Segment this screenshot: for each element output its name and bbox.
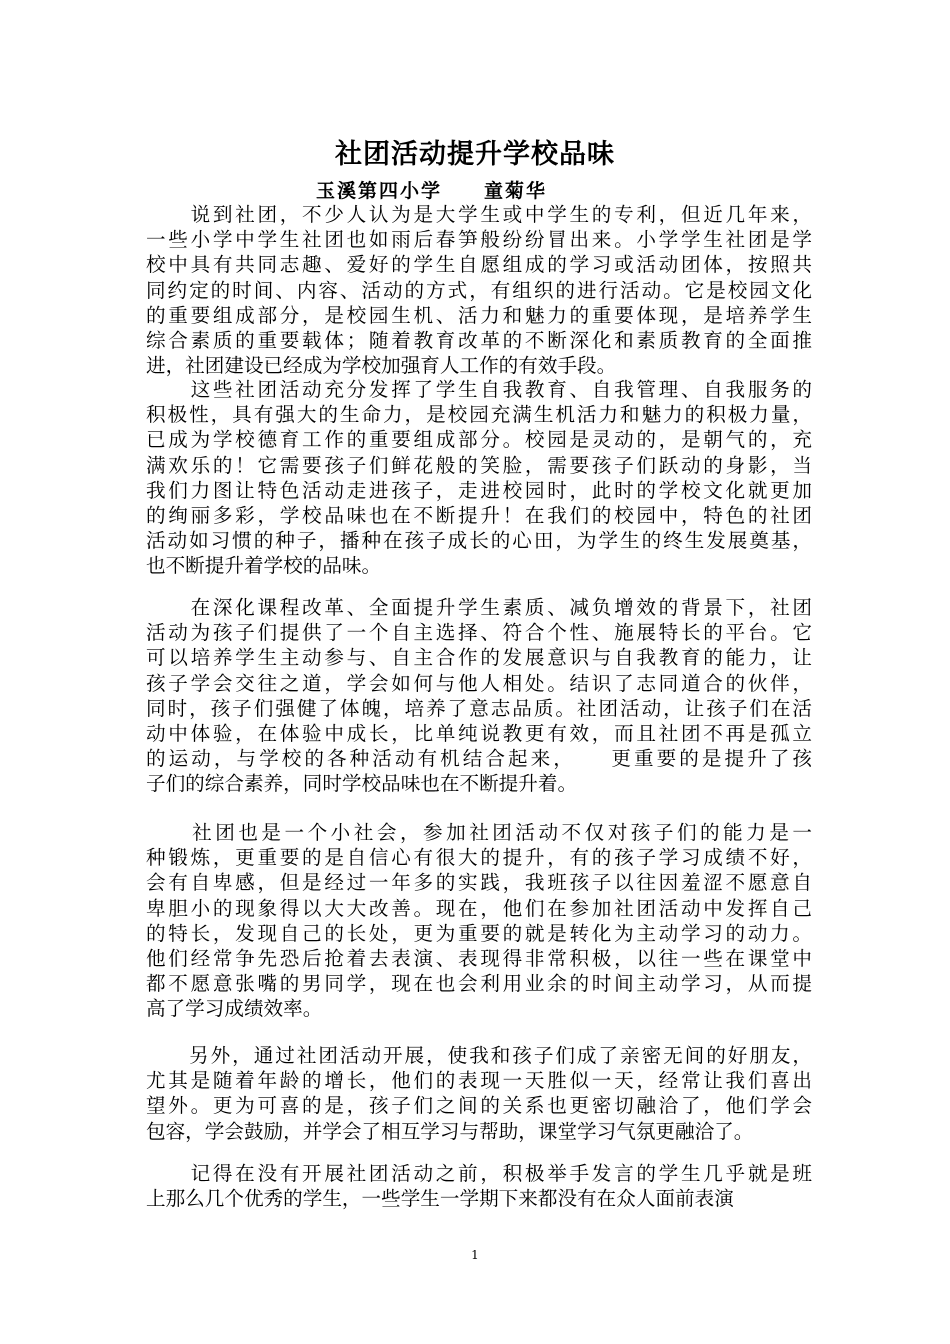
paragraph-line: 社团也是一个小社会，参加社团活动不仅对孩子们的能力是一: [146, 821, 812, 844]
paragraph-line: 孩子学会交往之道，学会如何与他人相处。结识了志同道合的伙伴，: [146, 671, 812, 695]
paragraph-line: 的重要组成部分，是校园生机、活力和魅力的重要体现，是培养学生: [146, 303, 812, 327]
paragraph-line: 高了学习成绩效率。: [146, 997, 323, 1021]
page-number: 1: [471, 1248, 479, 1262]
paragraph-line: 上那么几个优秀的学生，一些学生一学期下来都没有在众人面前表演: [146, 1187, 734, 1211]
paragraph-line: 进，社团建设已经成为学校加强育人工作的有效手段。: [146, 354, 617, 378]
paragraph-line: 同约定的时间、内容、活动的方式，有组织的进行活动。它是校园文化: [146, 278, 812, 302]
paragraph-line: 动中体验，在体验中成长，比单纯说教更有效，而且社团不再是孤立: [146, 722, 812, 746]
paragraph-line: 积极性，具有强大的生命力，是校园充满生机活力和魅力的积极力量，: [146, 403, 812, 427]
paragraph-line: 活动为孩子们提供了一个自主选择、符合个性、施展特长的平台。它: [146, 621, 812, 645]
paragraph-4: [146, 820, 812, 1022]
paragraph-line: 活动如习惯的种子，播种在孩子成长的心田，为学生的终生发展奠基，: [146, 529, 812, 553]
paragraph-line: 校中具有共同志趣、爱好的学生自愿组成的学习或活动团体，按照共: [146, 253, 812, 277]
paragraph-line: 一些小学中学生社团也如雨后春笋般纷纷冒出来。小学学生社团是学: [146, 228, 812, 252]
paragraph-line: 满欢乐的！它需要孩子们鲜花般的笑脸，需要孩子们跃动的身影，当: [146, 453, 812, 477]
author-name: 童菊华: [484, 180, 548, 202]
paragraph-3: [146, 595, 812, 797]
paragraph-line: 同时，孩子们强健了体魄，培养了意志品质。社团活动，让孩子们在活: [146, 696, 812, 720]
paragraph-line: 可以培养学生主动参与、自主合作的发展意识与自我教育的能力，让: [146, 646, 812, 670]
byline: [316, 176, 547, 203]
paragraph-line: 包容，学会鼓励，并学会了相互学习与帮助，课堂学习气氛更融洽了。: [146, 1119, 754, 1143]
paragraph-line: 记得在没有开展社团活动之前，积极举手发言的学生几乎就是班: [146, 1162, 812, 1185]
paragraph-2: [146, 377, 812, 579]
paragraph-1: [146, 202, 812, 378]
page-title: 社团活动提升学校品味: [335, 139, 615, 170]
paragraph-6: [146, 1161, 812, 1211]
paragraph-line: 都不愿意张嘴的男同学，现在也会利用业余的时间主动学习，从而提: [146, 972, 812, 996]
school-name: 玉溪第四小学: [316, 180, 443, 202]
paragraph-line: 望外。更为可喜的是，孩子们之间的关系也更密切融洽了，他们学会: [146, 1094, 812, 1118]
paragraph-line: 的运动，与学校的各种活动有机结合起来， 更重要的是提升了孩: [146, 747, 812, 771]
paragraph-line: 在深化课程改革、全面提升学生素质、减负增效的背景下，社团: [146, 596, 812, 619]
paragraph-line: 他们经常争先恐后抢着去表演、表现得非常积极，以往一些在课堂中: [146, 947, 812, 971]
paragraph-line: 也不断提升着学校的品味。: [146, 554, 382, 578]
paragraph-line: 说到社团，不少人认为是大学生或中学生的专利，但近几年来，: [146, 203, 812, 226]
paragraph-line: 这些社团活动充分发挥了学生自我教育、自我管理、自我服务的: [146, 378, 812, 401]
paragraph-line: 综合素质的重要载体；随着教育改革的不断深化和素质教育的全面推: [146, 329, 812, 353]
paragraph-line: 另外，通过社团活动开展，使我和孩子们成了亲密无间的好朋友，: [146, 1044, 812, 1067]
paragraph-line: 的绚丽多彩，学校品味也在不断提升！在我们的校园中，特色的社团: [146, 504, 812, 528]
paragraph-line: 子们的综合素养，同时学校品味也在不断提升着。: [146, 772, 578, 796]
paragraph-line: 的特长，发现自己的长处，更为重要的就是转化为主动学习的动力。: [146, 921, 812, 945]
paragraph-line: 尤其是随着年龄的增长，他们的表现一天胜似一天，经常让我们喜出: [146, 1069, 812, 1093]
paragraph-line: 种锻炼，更重要的是自信心有很大的提升，有的孩子学习成绩不好，: [146, 846, 812, 870]
paragraph-line: 已成为学校德育工作的重要组成部分。校园是灵动的，是朝气的，充: [146, 428, 812, 452]
paragraph-line: 我们力图让特色活动走进孩子，走进校园时，此时的学校文化就更加: [146, 478, 812, 502]
paragraph-line: 会有自卑感，但是经过一年多的实践，我班孩子以往因羞涩不愿意自: [146, 871, 812, 895]
paragraph-5: [146, 1043, 812, 1144]
paragraph-line: 卑胆小的现象得以大大改善。现在，他们在参加社团活动中发挥自己: [146, 896, 812, 920]
